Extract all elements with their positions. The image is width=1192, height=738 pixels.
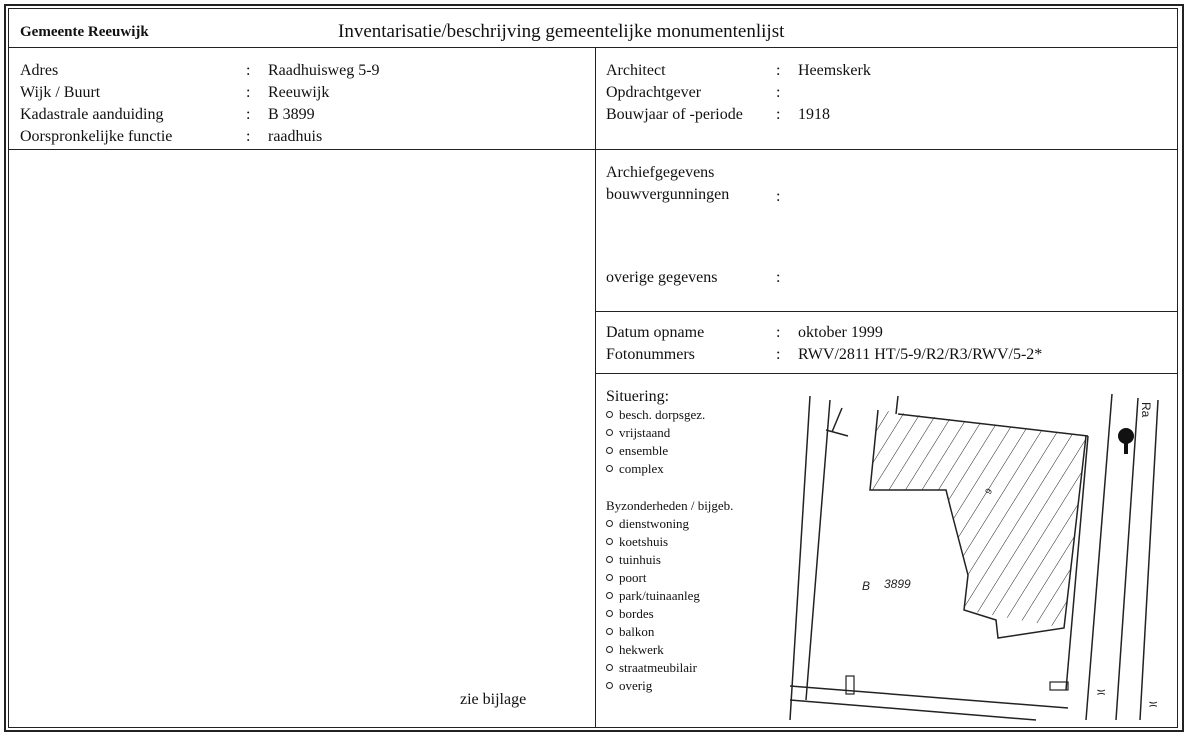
label-opdrachtgever: Opdrachtgever — [606, 84, 702, 101]
checkbox-item[interactable] — [606, 605, 700, 623]
row-opdrachtgever — [606, 82, 1166, 104]
checkbox-item[interactable] — [606, 587, 700, 605]
separator: : — [246, 106, 251, 123]
checkbox-label: poort — [619, 570, 647, 585]
parcel-label: B — [862, 579, 871, 593]
separator: : — [776, 324, 781, 341]
separator: : — [246, 128, 251, 145]
parcel-line — [806, 400, 830, 700]
street-edge — [1140, 400, 1158, 720]
label-architect: Architect — [606, 62, 666, 79]
checkbox-item[interactable] — [606, 551, 700, 569]
cadastral-map — [786, 390, 1166, 724]
circle-bullet-icon — [606, 411, 613, 418]
parcel-line — [826, 430, 848, 436]
value-datum: oktober 1999 — [798, 324, 883, 341]
situering-title: Situering: — [606, 388, 670, 405]
checkbox-label: straatmeubilair — [619, 660, 697, 675]
house-number: 9 — [983, 486, 995, 496]
road-edge — [790, 686, 1068, 708]
separator: : — [776, 269, 781, 286]
circle-bullet-icon — [606, 465, 613, 472]
situering-list — [606, 406, 705, 478]
circle-bullet-icon — [606, 556, 613, 563]
row-divider-2 — [596, 311, 1177, 312]
label-wijk: Wijk / Buurt — [20, 84, 101, 101]
value-adres: Raadhuisweg 5-9 — [268, 62, 380, 79]
label-adres: Adres — [20, 62, 59, 79]
municipality-name: Gemeente Reeuwijk — [20, 24, 149, 40]
separator: : — [246, 62, 251, 79]
checkbox-item[interactable] — [606, 533, 700, 551]
street-name-fragment: Ra — [1139, 402, 1153, 418]
parcel-line — [832, 408, 842, 432]
row-adres — [20, 60, 580, 82]
label-datum: Datum opname — [606, 324, 705, 341]
circle-bullet-icon — [606, 646, 613, 653]
checkbox-item[interactable] — [606, 424, 705, 442]
gate-post — [1050, 682, 1068, 690]
tree-icon — [1118, 428, 1134, 454]
row-functie — [20, 126, 580, 148]
location-block — [20, 60, 580, 148]
circle-bullet-icon — [606, 520, 613, 527]
checkbox-item[interactable] — [606, 677, 700, 695]
separator: : — [776, 62, 781, 79]
checkbox-label: balkon — [619, 624, 655, 639]
checkbox-item[interactable] — [606, 659, 700, 677]
separator: : — [776, 84, 781, 101]
archive-title: Archiefgegevens — [606, 164, 715, 181]
separator: : — [776, 106, 781, 123]
checkbox-item[interactable] — [606, 460, 705, 478]
checkbox-label: vrijstaand — [619, 425, 671, 440]
recording-block — [606, 322, 1166, 366]
circle-bullet-icon — [606, 610, 613, 617]
checkbox-label: koetshuis — [619, 534, 669, 549]
checkbox-item[interactable] — [606, 406, 705, 424]
checkbox-item[interactable] — [606, 623, 700, 641]
marker-icon: ≍ — [1096, 685, 1107, 699]
value-bouwjaar: 1918 — [798, 106, 830, 123]
checkbox-label: complex — [619, 461, 664, 476]
marker-icon: ≍ — [1148, 697, 1159, 711]
checkbox-item[interactable] — [606, 515, 700, 533]
checkbox-label: overig — [619, 678, 653, 693]
separator: : — [776, 346, 781, 363]
checkbox-item[interactable] — [606, 442, 705, 460]
checkbox-label: besch. dorpsgez. — [619, 407, 706, 422]
checkbox-label: park/tuinaanleg — [619, 588, 700, 603]
page-title: Inventarisatie/beschrijving gemeentelijke monumentenlijst — [338, 21, 785, 42]
header-divider — [9, 47, 1177, 48]
row-kadastraal — [20, 104, 580, 126]
photo-note: zie bijlage — [460, 691, 527, 708]
separator: : — [776, 188, 781, 205]
label-functie: Oorspronkelijke functie — [20, 128, 173, 145]
value-functie: raadhuis — [268, 128, 323, 145]
checkbox-label: ensemble — [619, 443, 669, 458]
row-divider-3 — [596, 373, 1177, 374]
label-fotonummers: Fotonummers — [606, 346, 695, 363]
bijzonderheden-title: Byzonderheden / bijgeb. — [606, 498, 734, 513]
circle-bullet-icon — [606, 628, 613, 635]
checkbox-label: hekwerk — [619, 642, 664, 657]
parcel-line — [790, 396, 810, 720]
circle-bullet-icon — [606, 429, 613, 436]
row-architect — [606, 60, 1166, 82]
row-bouwjaar — [606, 104, 1166, 126]
circle-bullet-icon — [606, 538, 613, 545]
label-kadastraal: Kadastrale aanduiding — [20, 106, 164, 123]
parcel-line — [896, 396, 898, 414]
checkbox-label: bordes — [619, 606, 654, 621]
row-fotonummers — [606, 344, 1166, 366]
value-fotonummers: RWV/2811 HT/5-9/R2/R3/RWV/5-2* — [798, 346, 1043, 363]
checkbox-label: tuinhuis — [619, 552, 661, 567]
checkbox-item[interactable] — [606, 641, 700, 659]
permits-label: bouwvergunningen — [606, 186, 730, 203]
value-kadastraal: B 3899 — [268, 106, 315, 123]
value-architect: Heemskerk — [798, 62, 871, 79]
circle-bullet-icon — [606, 574, 613, 581]
building-block — [606, 60, 1166, 126]
circle-bullet-icon — [606, 447, 613, 454]
other-data-label: overige gegevens — [606, 269, 718, 286]
checkbox-item[interactable] — [606, 569, 700, 587]
bijzonderheden-list — [606, 515, 700, 695]
value-wijk: Reeuwijk — [268, 84, 330, 101]
checkbox-label: dienstwoning — [619, 516, 690, 531]
building-hatch — [846, 390, 1106, 650]
circle-bullet-icon — [606, 664, 613, 671]
row-divider-1 — [9, 149, 1177, 150]
label-bouwjaar: Bouwjaar of -periode — [606, 106, 743, 123]
street-edge — [1086, 394, 1112, 720]
parcel-number: 3899 — [884, 577, 911, 591]
row-wijk — [20, 82, 580, 104]
circle-bullet-icon — [606, 592, 613, 599]
separator: : — [246, 84, 251, 101]
circle-bullet-icon — [606, 682, 613, 689]
row-datum — [606, 322, 1166, 344]
